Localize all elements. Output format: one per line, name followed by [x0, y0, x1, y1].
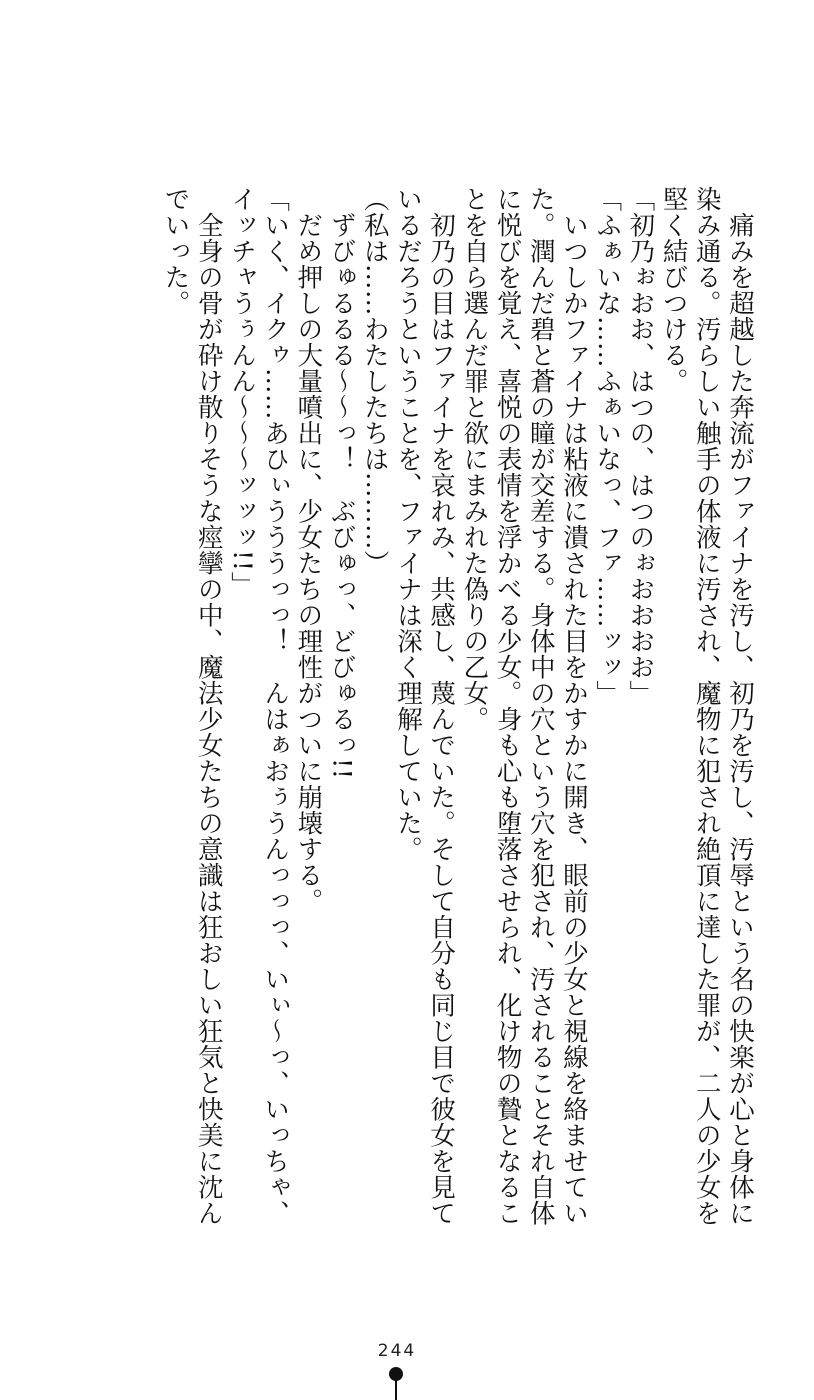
page-marker-line [395, 1378, 397, 1400]
text-line-12: （私は……わたしたちは………） [359, 186, 390, 576]
text-line-7: た。潤んだ碧と蒼の瞳が交差する。身体中の穴という穴を犯され、汚されることそれ自体 [525, 186, 556, 1226]
vertical-text-block [158, 186, 756, 1226]
text-line-4: 「初乃ぉおお、はつの、はつのぉおおおお」 [625, 186, 656, 706]
text-line-14: だめ押しの大量噴出に、少女たちの理性がついに崩壊する。 [293, 186, 324, 914]
text-line-3: 堅く結びつける。 [658, 186, 689, 394]
text-line-15: 「いく、イクゥ……あひぃうううっっ！ んはぁおぅうんっっっ、いぃ～っ、いっちゃ、 [260, 186, 291, 1226]
text-line-9: とを自ら選んだ罪と欲にまみれた偽りの乙女。 [459, 186, 490, 732]
text-line-11: いるだろうということを、ファイナは深く理解していた。 [392, 186, 423, 862]
text-line-5: 「ふぁいな……ふぁいなっ、ファ……ッッ」 [592, 186, 623, 706]
text-line-16: イッチャうぅんん～～～ッッッ!!」 [226, 186, 257, 598]
text-line-10: 初乃の目はファイナを哀れみ、共感し、蔑んでいた。そして自分も同じ目で彼女を見て [426, 186, 457, 1226]
text-line-6: いつしかファイナは粘液に潰された目をかすかに開き、眼前の少女と視線を絡ませてい [558, 186, 589, 1226]
text-line-8: に悦びを覚え、喜悦の表情を浮かべる少女。身も心も堕落させられ、化け物の贄となるこ [492, 186, 523, 1226]
text-line-13: ずびゅるるる～～っ！ ぶびゅっ、どびゅるっ!! [326, 186, 357, 780]
text-line-17: 全身の骨が砕け散りそうな痙攣の中、魔法少女たちの意識は狂おしい狂気と快美に沈ん [193, 186, 224, 1226]
text-line-18: でいった。 [160, 186, 191, 316]
page-number: 244 [377, 1341, 417, 1361]
text-line-2: 染み通る。汚らしい触手の体液に汚され、魔物に犯され絶頂に達した罪が、二人の少女を [691, 186, 722, 1226]
text-line-1: 痛みを超越した奔流がファイナを汚し、初乃を汚し、汚辱という名の快楽が心と身体に [725, 186, 755, 1226]
